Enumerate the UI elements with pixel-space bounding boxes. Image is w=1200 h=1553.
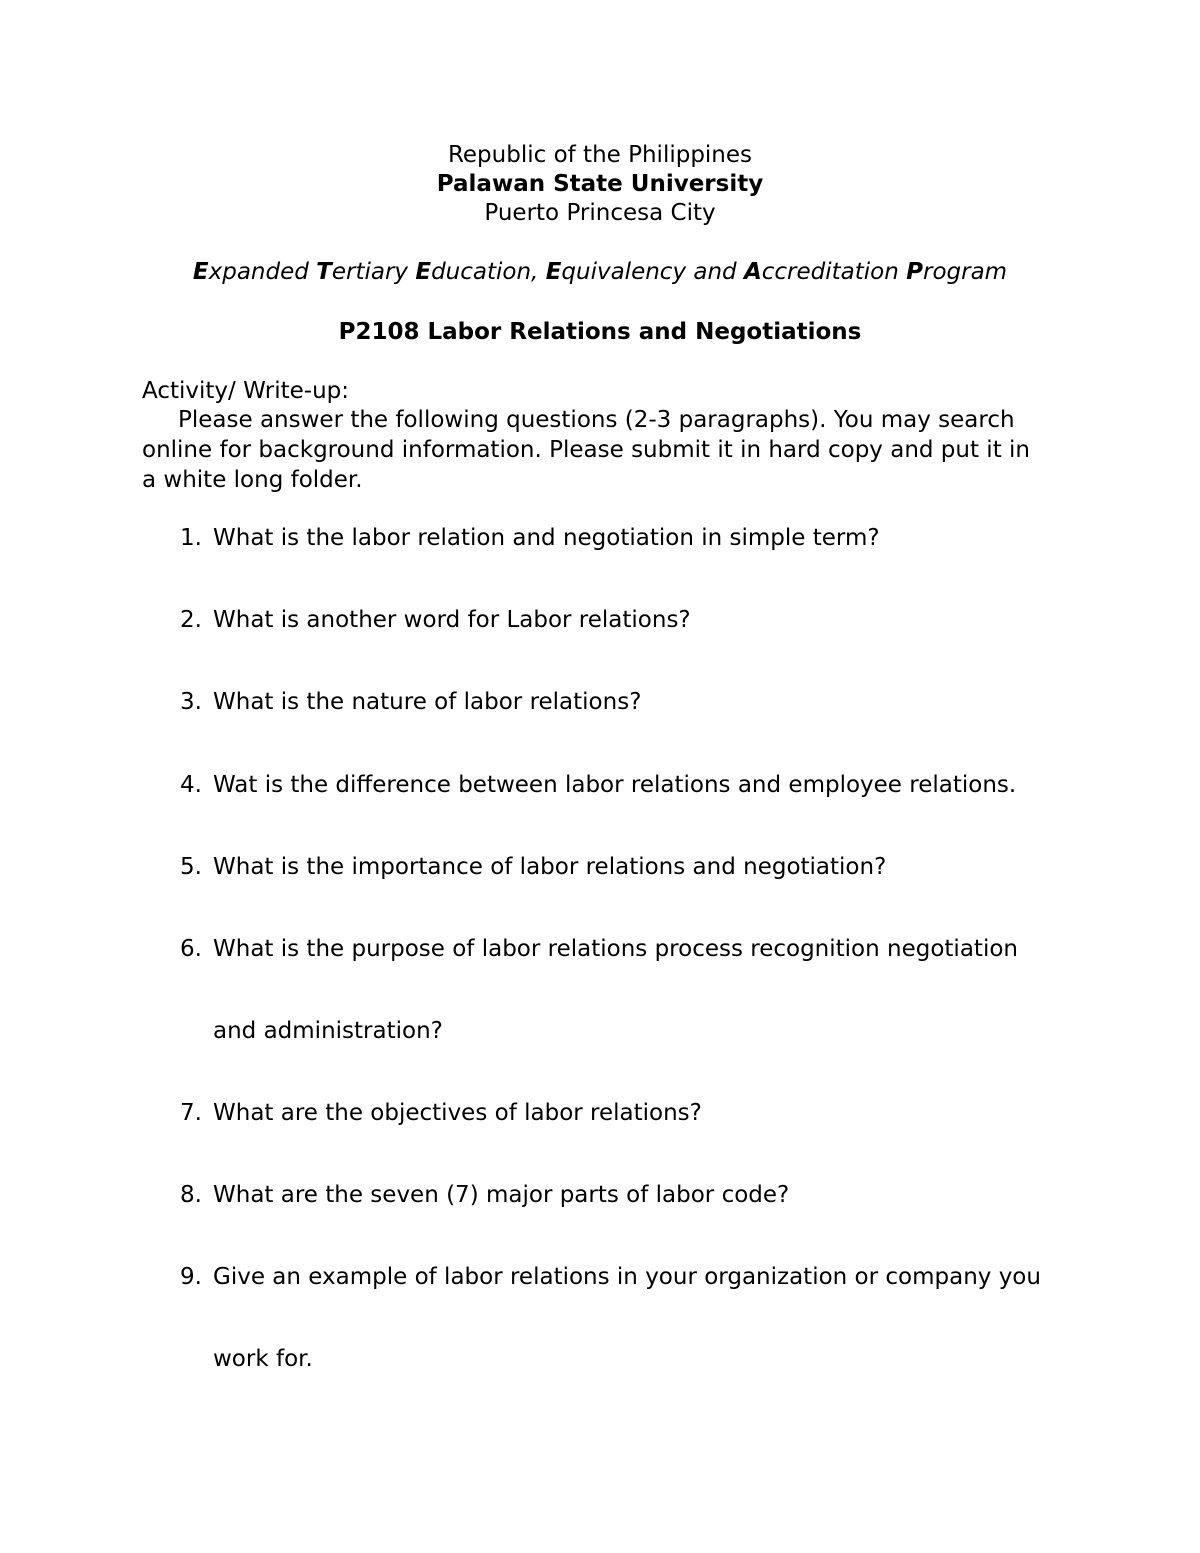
question-number: 4. (180, 772, 202, 798)
question-text: What are the seven (7) major parts of labor code? (213, 1182, 790, 1208)
question-text: What is the importance of labor relations and negotiation? (213, 854, 887, 880)
program-title (0, 257, 1200, 287)
city-name: Puerto Princesa City (484, 200, 716, 226)
instructions-line: a white long folder. (142, 467, 363, 493)
program-part: Equivalency and (545, 259, 744, 285)
question-text: Give an example of labor relations in your organization or company you (213, 1264, 1041, 1290)
question-text: Wat is the difference between labor relations and employee relations. (213, 772, 1017, 798)
question-text: What is another word for Labor relations? (213, 607, 691, 633)
program-part: Accreditation (743, 259, 907, 285)
program-part: Education, (415, 259, 546, 285)
question-text: What is the labor relation and negotiation in simple term? (213, 525, 880, 551)
question-number: 5. (180, 854, 202, 880)
activity-label: Activity/ Write-up: (142, 378, 350, 404)
question-text: What are the objectives of labor relations? (213, 1100, 702, 1126)
question-number: 2. (180, 607, 202, 633)
question-text: What is the nature of labor relations? (213, 689, 642, 715)
question-text: What is the purpose of labor relations process recognition negotiation (213, 936, 1018, 962)
question-number: 1. (180, 525, 202, 551)
question-number: 3. (180, 689, 202, 715)
university-name: Palawan State University (436, 171, 764, 197)
question-number: 7. (180, 1100, 202, 1126)
program-part: Program (906, 259, 1008, 285)
question-number: 8. (180, 1182, 202, 1208)
program-part: Expanded (192, 259, 317, 285)
republic-heading: Republic of the Philippines (447, 142, 753, 168)
question-number: 6. (180, 936, 202, 962)
question-text-continued: and administration? (213, 1018, 443, 1044)
question-text-continued: work for. (213, 1346, 313, 1372)
course-title: P2108 Labor Relations and Negotiations (338, 319, 862, 345)
instructions-line: online for background information. Please submit it in hard copy and put it in (142, 437, 1030, 463)
instructions-line: Please answer the following questions (2-3 paragraphs). You may search (178, 407, 1015, 433)
program-part: Tertiary (316, 259, 416, 285)
question-number: 9. (180, 1264, 202, 1290)
